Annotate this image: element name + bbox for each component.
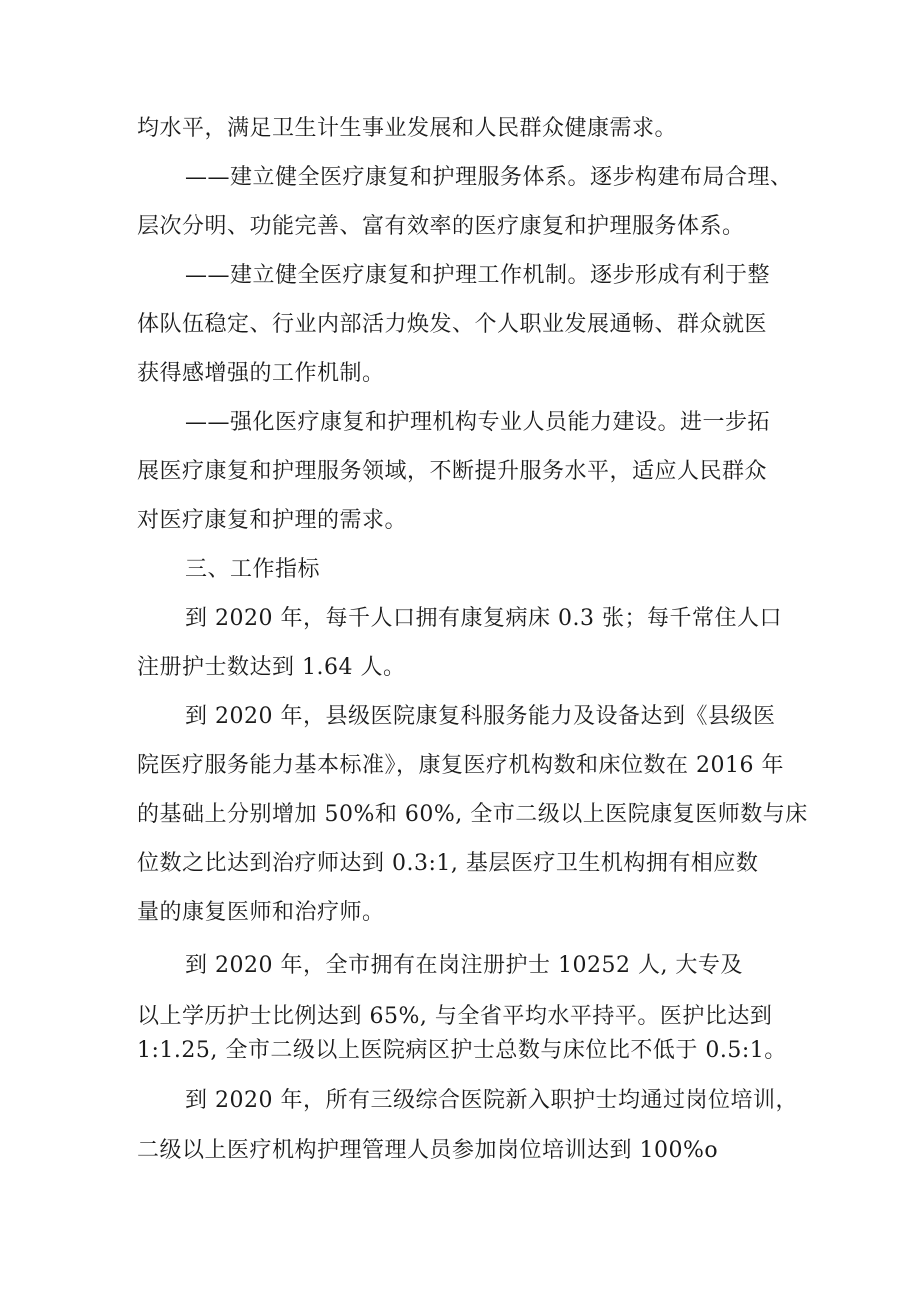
text-line-13: 到 2020 年，县级医院康复科服务能力及设备达到《县级医 xyxy=(185,704,776,729)
text-line-18: 到 2020 年，全市拥有在岗注册护士 10252 人, 大专及 xyxy=(185,953,743,978)
text-line-8: 展医疗康复和护理服务领域，不断提升服务水平，适应人民群众 xyxy=(137,459,768,484)
text-line-19: 以上学历护士比例达到 65%, 与全省平均水平持平。医护比达到 xyxy=(137,1004,773,1029)
text-line-1: 均水平，满足卫生计生事业发展和人民群众健康需求。 xyxy=(137,116,678,141)
text-line-4: ——建立健全医疗康复和护理工作机制。逐步形成有利于整 xyxy=(185,263,771,288)
text-line-14: 院医疗服务能力基本标准》，康复医疗机构数和床位数在 2016 年 xyxy=(137,753,784,778)
text-line-11: 到 2020 年，每千人口拥有康复病床 0.3 张；每千常住人口 xyxy=(185,606,782,631)
text-line-7: ——强化医疗康复和护理机构专业人员能力建设。进一步拓 xyxy=(185,410,771,435)
text-line-3: 层次分明、功能完善、富有效率的医疗康复和护理服务体系。 xyxy=(137,214,745,239)
text-line-20: 1:1.25, 全市二级以上医院病区护士总数与床位比不低于 0.5:1。 xyxy=(137,1038,787,1063)
text-line-5: 体队伍稳定、行业内部活力焕发、个人职业发展通畅、群众就医 xyxy=(137,312,768,337)
text-line-22: 二级以上医疗机构护理管理人员参加岗位培训达到 100%o xyxy=(137,1138,719,1163)
text-line-2: ——建立健全医疗康复和护理服务体系。逐步构建布局合理、 xyxy=(185,165,793,190)
text-line-6: 获得感增强的工作机制。 xyxy=(137,361,385,386)
text-line-16: 位数之比达到治疗师达到 0.3:1, 基层医疗卫生机构拥有相应数 xyxy=(137,851,759,876)
text-line-17: 量的康复医师和治疗师。 xyxy=(137,900,385,925)
text-line-21: 到 2020 年，所有三级综合医院新入职护士均通过岗位培训， xyxy=(185,1088,798,1113)
text-line-15: 的基础上分别增加 50%和 60%, 全市二级以上医院康复医师数与床 xyxy=(137,802,808,827)
section-heading: 三、工作指标 xyxy=(185,557,321,582)
text-line-9: 对医疗康复和护理的需求。 xyxy=(137,508,408,533)
text-line-12: 注册护士数达到 1.64 人。 xyxy=(137,655,406,680)
